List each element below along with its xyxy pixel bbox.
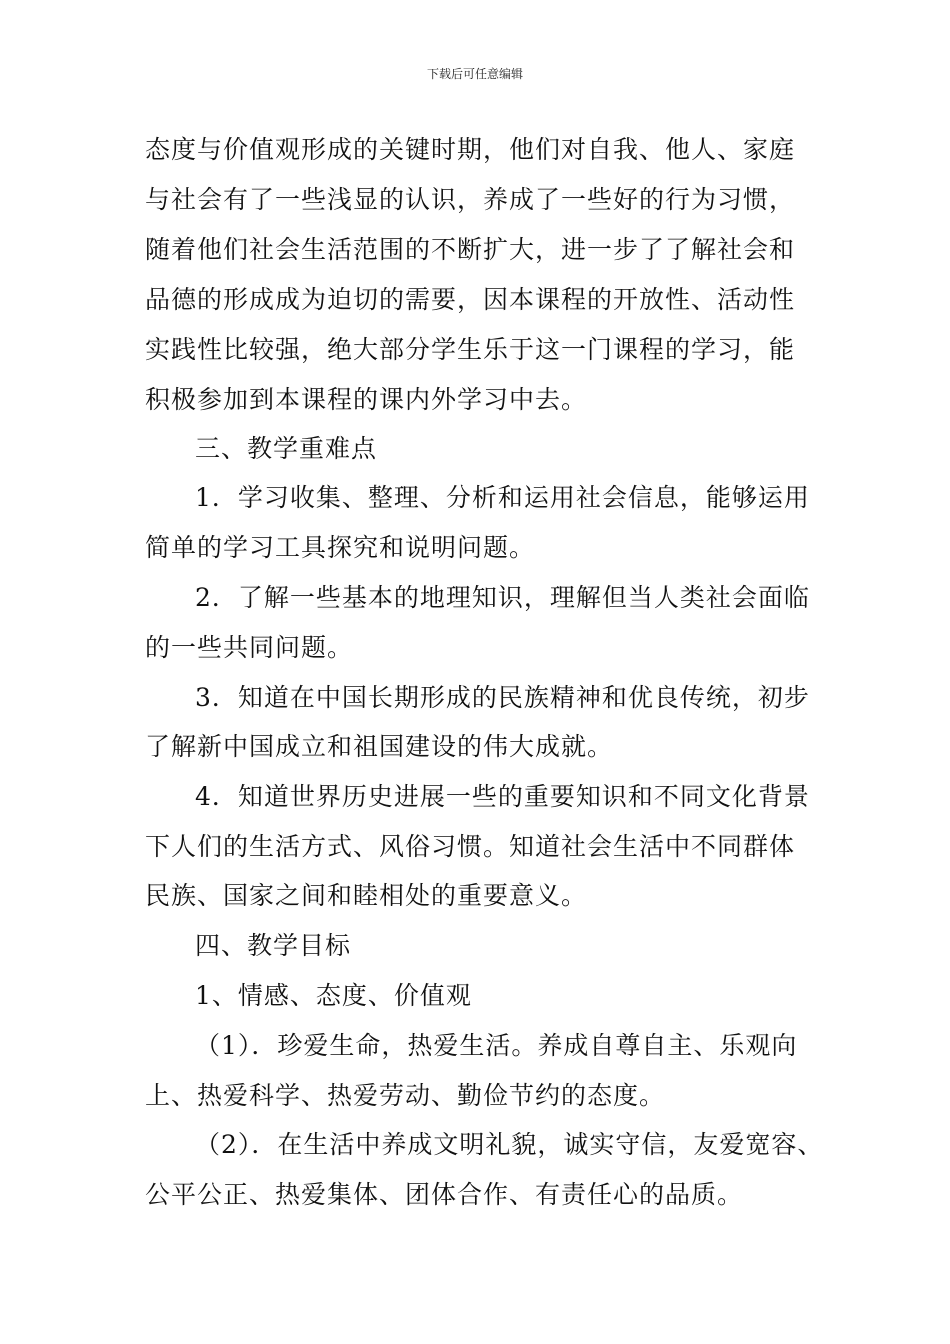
page-header: 下载后可任意编辑 [426, 67, 523, 81]
paragraph-line: 的一些共同问题。 [145, 633, 354, 662]
paragraph-line: 简单的学习工具探究和说明问题。 [145, 533, 536, 562]
list-item-line: 4．知道世界历史进展一些的重要知识和不同文化背景 [195, 782, 810, 811]
paragraph-line: 与社会有了一些浅显的认识，养成了一些好的行为习惯， [145, 185, 796, 214]
list-item-line: 1．学习收集、整理、分析和运用社会信息，能够运用 [195, 483, 810, 512]
section-heading: 三、教学重难点 [195, 434, 378, 463]
list-item-line: 2．了解一些基本的地理知识，理解但当人类社会面临 [195, 583, 810, 612]
paragraph-line: 随着他们社会生活范围的不断扩大，进一步了了解社会和 [145, 235, 796, 264]
paragraph-line: 态度与价值观形成的关键时期，他们对自我、他人、家庭 [145, 135, 796, 164]
paragraph-line: 积极参加到本课程的课内外学习中去。 [145, 385, 588, 414]
list-item-line: 3．知道在中国长期形成的民族精神和优良传统，初步 [195, 683, 810, 712]
list-item-line: （1）．珍爱生命，热爱生活。养成自尊自主、乐观向 [195, 1031, 798, 1060]
section-heading: 四、教学目标 [195, 931, 352, 960]
paragraph-line: 了解新中国成立和祖国建设的伟大成就。 [145, 732, 614, 761]
subsection-heading: 1、情感、态度、价值观 [195, 981, 472, 1010]
list-item-line: （2）．在生活中养成文明礼貌，诚实守信，友爱宽容、 [195, 1130, 824, 1159]
paragraph-line: 实践性比较强，绝大部分学生乐于这一门课程的学习，能 [145, 335, 796, 364]
paragraph-line: 公平公正、热爱集体、团体合作、有责任心的品质。 [145, 1180, 744, 1209]
paragraph-line: 下人们的生活方式、风俗习惯。知道社会生活中不同群体 [145, 832, 796, 861]
paragraph-line: 民族、国家之间和睦相处的重要意义。 [145, 881, 588, 910]
paragraph-line: 上、热爱科学、热爱劳动、勤俭节约的态度。 [145, 1081, 666, 1110]
paragraph-line: 品德的形成成为迫切的需要，因本课程的开放性、活动性 [145, 285, 796, 314]
